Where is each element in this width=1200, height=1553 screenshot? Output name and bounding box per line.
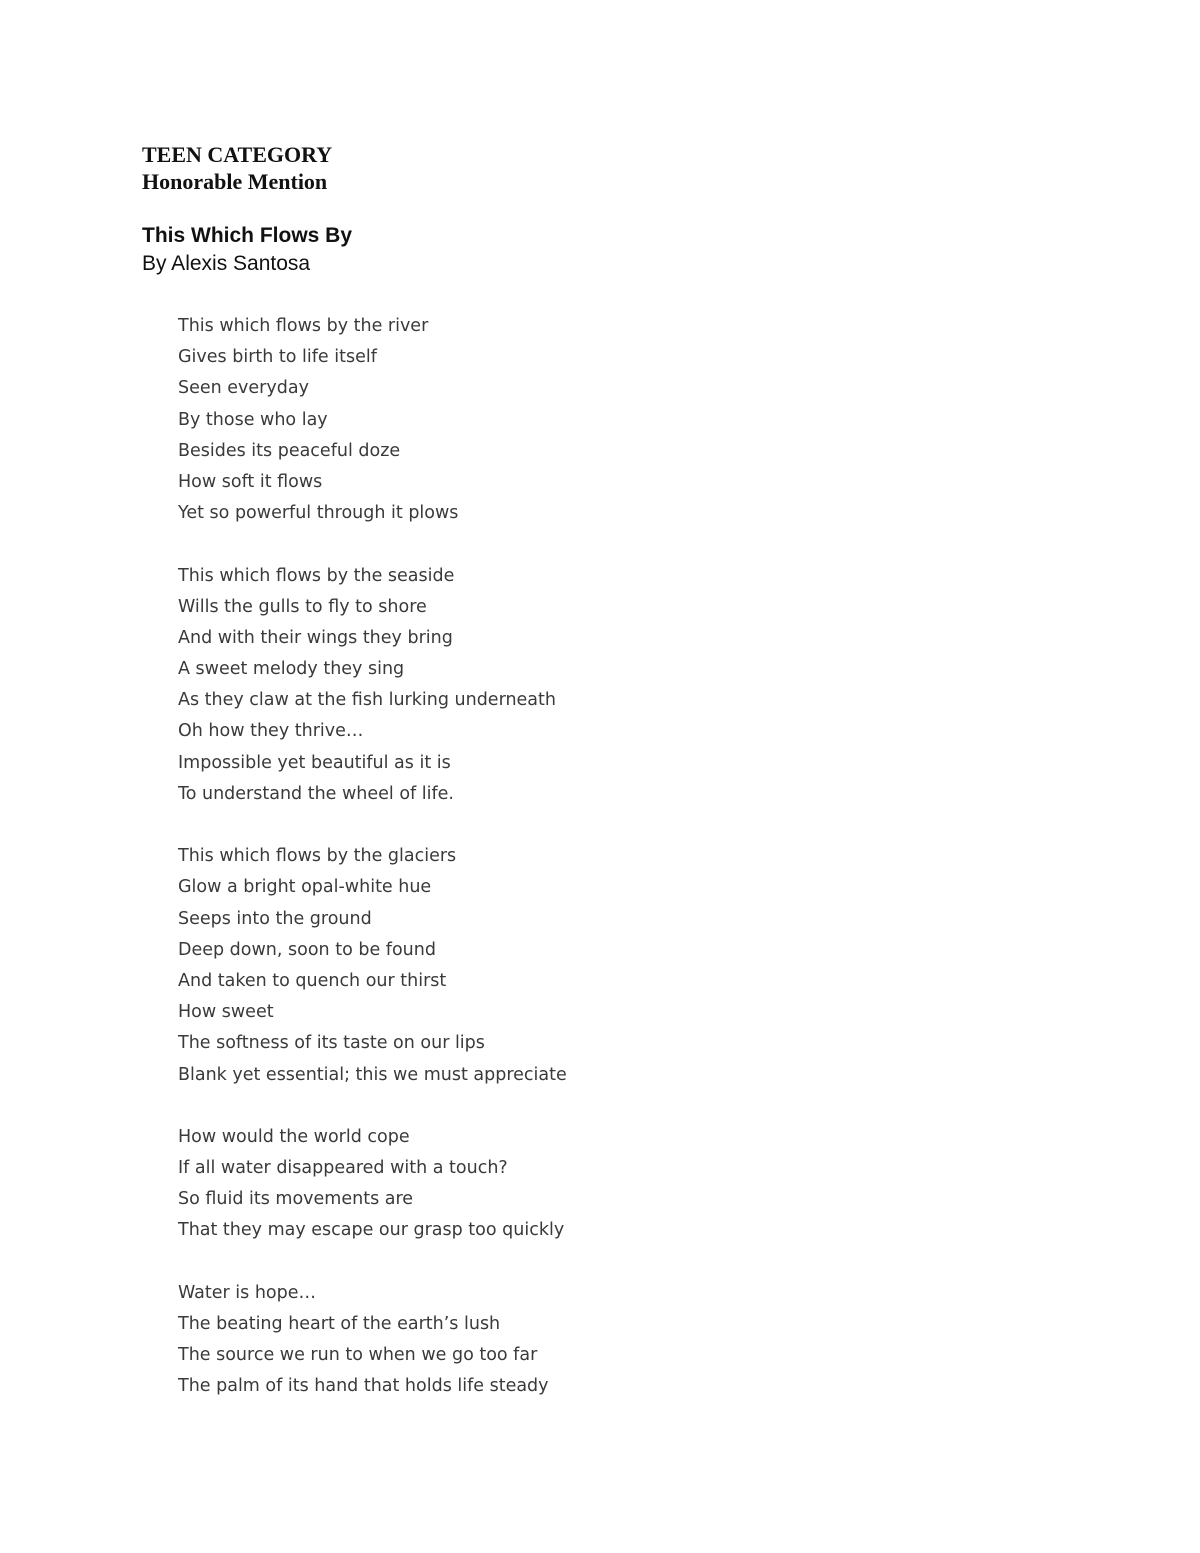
stanza-gap — [178, 1247, 567, 1278]
poem-line: And taken to quench our thirst — [178, 970, 447, 991]
poem-line: How soft it flows — [178, 471, 323, 492]
poem-line: Wills the gulls to fly to shore — [178, 596, 427, 617]
poem-line: This which flows by the seaside — [178, 565, 455, 586]
poem-line: Water is hope… — [178, 1282, 317, 1303]
poem-line: The palm of its hand that holds life steady — [178, 1376, 549, 1397]
poem-line: This which flows by the glaciers — [178, 846, 457, 867]
poem-body — [178, 311, 567, 1403]
stanza-gap — [178, 529, 567, 560]
poem-line: A sweet melody they sing — [178, 659, 405, 680]
poem-stanza — [178, 561, 567, 811]
poem-line: This which flows by the river — [178, 316, 429, 336]
poem-line: By those who lay — [178, 409, 328, 430]
poem-line: To understand the wheel of life. — [178, 783, 454, 804]
poem-stanza — [178, 1278, 567, 1403]
poem-line: How sweet — [178, 1002, 274, 1023]
poem-line: As they claw at the fish lurking underneath — [178, 690, 556, 711]
poem-title: This Which Flows By — [142, 224, 353, 247]
award-heading: Honorable Mention — [142, 169, 328, 194]
poem-line: Seeps into the ground — [178, 908, 372, 929]
poem-line: Besides its peaceful doze — [178, 440, 401, 461]
poem-line: How would the world cope — [178, 1126, 410, 1147]
poem-line: And with their wings they bring — [178, 627, 453, 648]
poem-line: The beating heart of the earth’s lush — [178, 1314, 501, 1334]
poem-line: The source we run to when we go too far — [178, 1345, 538, 1366]
poem-line: Glow a bright opal-white hue — [178, 877, 432, 898]
stanza-gap — [178, 810, 567, 841]
poem-line: Deep down, soon to be found — [178, 939, 436, 960]
poem-line: Blank yet essential; this we must appreciate — [178, 1064, 567, 1085]
poem-stanza — [178, 1122, 567, 1247]
stanza-gap — [178, 1091, 567, 1122]
poem-line: Seen everyday — [178, 378, 309, 399]
category-heading: TEEN CATEGORY — [142, 142, 333, 167]
poem-line: That they may escape our grasp too quickly — [178, 1220, 565, 1241]
poem-stanza — [178, 841, 567, 1091]
poem-title-block — [142, 222, 352, 278]
poem-line: So fluid its movements are — [178, 1189, 414, 1210]
competition-header — [142, 141, 332, 195]
poem-line: Gives birth to life itself — [178, 347, 377, 368]
poem-line: If all water disappeared with a touch? — [178, 1158, 508, 1179]
poem-line: Yet so powerful through it plows — [178, 503, 459, 524]
poem-stanza — [178, 311, 567, 529]
poem-line: Oh how they thrive… — [178, 721, 364, 742]
poem-line: The softness of its taste on our lips — [178, 1033, 485, 1054]
poem-byline: By Alexis Santosa — [142, 252, 311, 275]
poem-line: Impossible yet beautiful as it is — [178, 752, 451, 773]
